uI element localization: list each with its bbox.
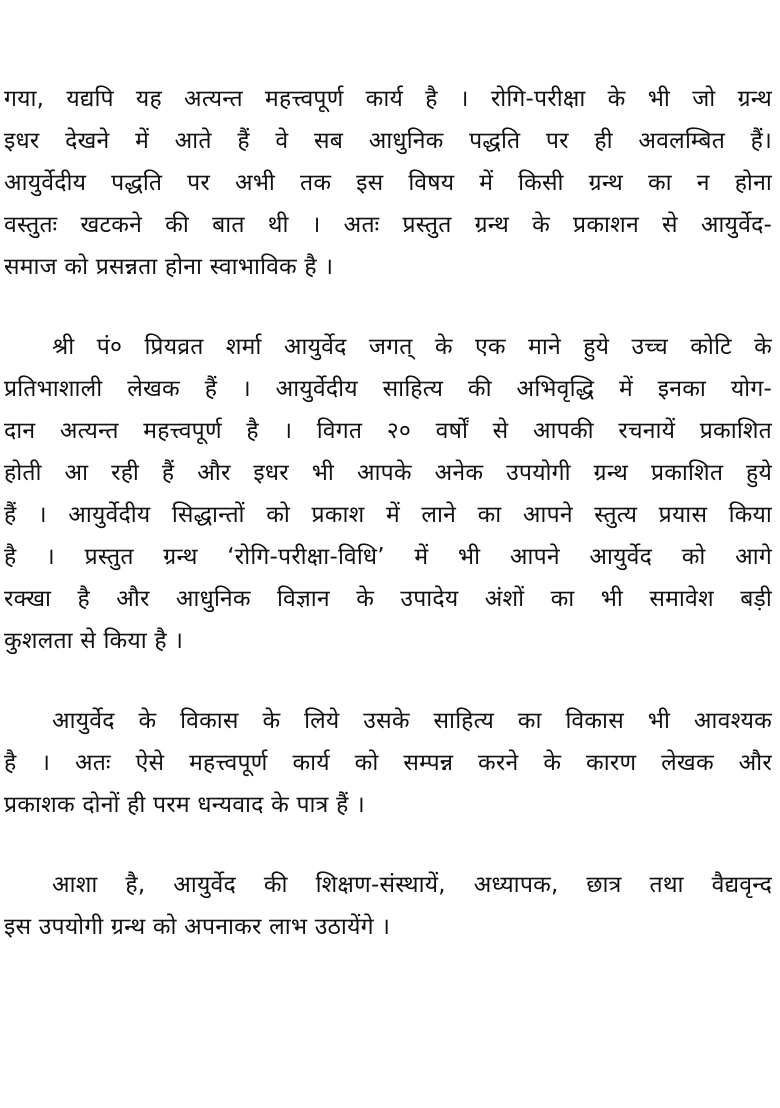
text-line: श्री पं० प्रियव्रत शर्मा आयुर्वेद जगत् के एक माने हुये उच्च कोटि के: [52, 334, 772, 360]
text-line: है । अतः ऐसे महत्त्वपूर्ण कार्य को सम्पन्न करने के कारण लेखक और: [4, 750, 772, 776]
text-line: गया, यद्यपि यह अत्यन्त महत्त्वपूर्ण कार्य है । रोगि-परीक्षा के भी जो ग्रन्थ: [4, 86, 772, 112]
text-line: होती आ रही हैं और इधर भी आपके अनेक उपयोगी ग्रन्थ प्रकाशित हुये: [4, 460, 772, 486]
text-line: हैं । आयुर्वेदीय सिद्धान्तों को प्रकाश में लाने का आपने स्तुत्य प्रयास किया: [4, 502, 772, 528]
paragraph-4: [4, 864, 772, 948]
text-line: दान अत्यन्त महत्त्वपूर्ण है । विगत २० वर्षों से आपकी रचनायें प्रकाशित: [4, 418, 772, 444]
text-line: कुशलता से किया है ।: [4, 628, 184, 654]
text-line: प्रतिभाशाली लेखक हैं । आयुर्वेदीय साहित्य की अभिवृद्धि में इनका योग-: [4, 376, 772, 402]
text-line: आयुर्वेद के विकास के लिये उसके साहित्य का विकास भी आवश्यक: [52, 708, 772, 734]
paragraph-3: [4, 700, 772, 826]
text-line: आयुर्वेदीय पद्धति पर अभी तक इस विषय में किसी ग्रन्थ का न होना: [4, 170, 772, 196]
text-line: रक्खा है और आधुनिक विज्ञान के उपादेय अंशों का भी समावेश बड़ी: [4, 586, 772, 612]
text-line: इस उपयोगी ग्रन्थ को अपनाकर लाभ उठायेंगे ।: [4, 914, 391, 940]
paragraph-2: [4, 326, 772, 662]
text-line: वस्तुतः खटकने की बात थी । अतः प्रस्तुत ग्रन्थ के प्रकाशन से आयुर्वेद-: [4, 212, 772, 238]
paragraph-1: [4, 78, 772, 288]
text-line: समाज को प्रसन्नता होना स्वाभाविक है ।: [4, 254, 334, 280]
text-line: इधर देखने में आते हैं वे सब आधुनिक पद्धति पर ही अवलम्बित हैं।: [4, 128, 772, 154]
text-line: प्रकाशक दोनों ही परम धन्यवाद के पात्र हैं ।: [4, 792, 365, 818]
text-line: है । प्रस्तुत ग्रन्थ ‘रोगि-परीक्षा-विधि’ में भी आपने आयुर्वेद को आगे: [4, 544, 772, 570]
text-line: आशा है, आयुर्वेद की शिक्षण-संस्थायें, अध्यापक, छात्र तथा वैद्यवृन्द: [52, 872, 772, 898]
